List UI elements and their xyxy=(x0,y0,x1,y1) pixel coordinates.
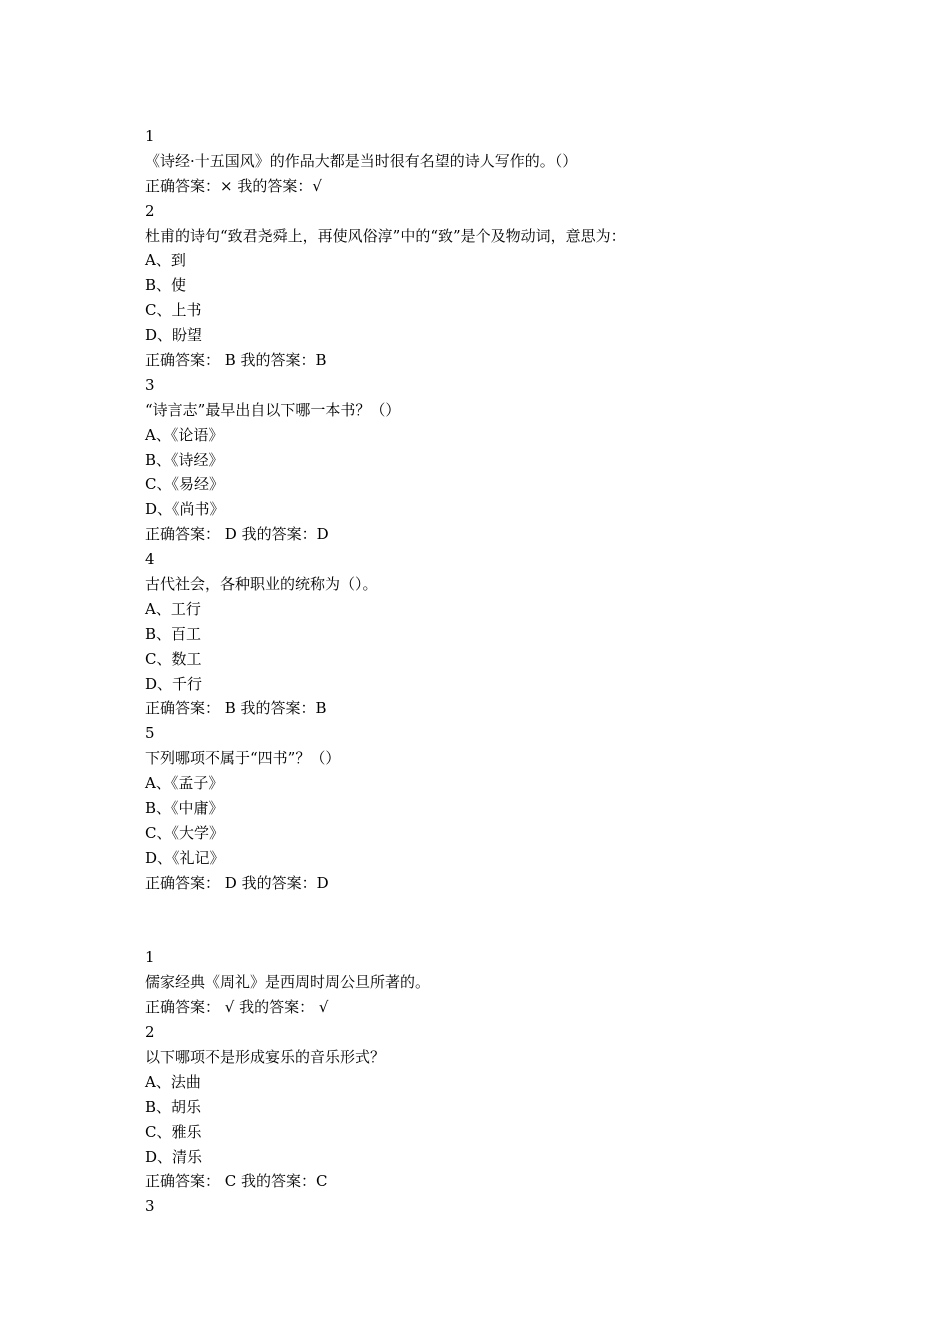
option-a: A、工行 xyxy=(145,599,201,618)
question-text: “诗言志”最早出自以下哪一本书？（） xyxy=(145,400,401,419)
option-d: D、千行 xyxy=(145,674,203,693)
question-text: 下列哪项不属于“四书”？（） xyxy=(145,749,341,768)
option-b: B、《中庸》 xyxy=(145,799,224,818)
option-b: B、胡乐 xyxy=(145,1097,202,1116)
answer-line: 正确答案： D 我的答案：D xyxy=(145,525,329,544)
question-number: 1 xyxy=(145,948,155,967)
option-b: B、百工 xyxy=(145,624,202,643)
answer-line: 正确答案： B 我的答案：B xyxy=(145,699,327,718)
answer-line: 正确答案： √ 我的答案： √ xyxy=(145,998,329,1017)
option-d: D、《礼记》 xyxy=(145,848,225,867)
option-b: B、《诗经》 xyxy=(145,450,224,469)
option-a: A、《孟子》 xyxy=(145,774,224,793)
question-text: 杜甫的诗句“致君尧舜上，再使风俗淳”中的“致”是个及物动词，意思为： xyxy=(145,226,626,245)
quiz-section-2 xyxy=(145,945,845,1219)
answer-line: 正确答案：× 我的答案：√ xyxy=(145,176,322,195)
question-number: 3 xyxy=(145,375,155,394)
question-number: 2 xyxy=(145,1023,155,1042)
option-c: C、数工 xyxy=(145,649,202,668)
answer-line: 正确答案： D 我的答案：D xyxy=(145,873,329,892)
quiz-section-1 xyxy=(145,124,845,896)
question-number: 3 xyxy=(145,1197,155,1216)
option-c: C、上书 xyxy=(145,301,202,320)
option-a: A、到 xyxy=(145,251,186,270)
question-number: 1 xyxy=(145,127,155,145)
option-a: A、法曲 xyxy=(145,1072,201,1091)
option-c: C、《大学》 xyxy=(145,823,224,842)
question-number: 5 xyxy=(145,724,155,743)
option-d: D、《尚书》 xyxy=(145,500,225,519)
answer-line: 正确答案： C 我的答案：C xyxy=(145,1172,328,1191)
option-c: C、《易经》 xyxy=(145,475,224,494)
option-c: C、雅乐 xyxy=(145,1122,202,1141)
section-spacer xyxy=(145,896,845,946)
option-d: D、清乐 xyxy=(145,1147,203,1166)
answer-line: 正确答案： B 我的答案：B xyxy=(145,351,327,370)
question-text: 以下哪项不是形成宴乐的音乐形式？ xyxy=(145,1047,386,1066)
question-number: 2 xyxy=(145,201,155,220)
question-text: 《诗经·十五国风》的作品大都是当时很有名望的诗人写作的。（） xyxy=(145,151,578,170)
option-b: B、使 xyxy=(145,276,187,295)
question-text: 古代社会，各种职业的统称为（）。 xyxy=(145,575,378,594)
quiz-content xyxy=(145,124,845,1219)
option-d: D、盼望 xyxy=(145,326,203,345)
option-a: A、《论语》 xyxy=(145,425,224,444)
question-text: 儒家经典《周礼》是西周时周公旦所著的。 xyxy=(145,973,431,992)
question-number: 4 xyxy=(145,550,155,569)
